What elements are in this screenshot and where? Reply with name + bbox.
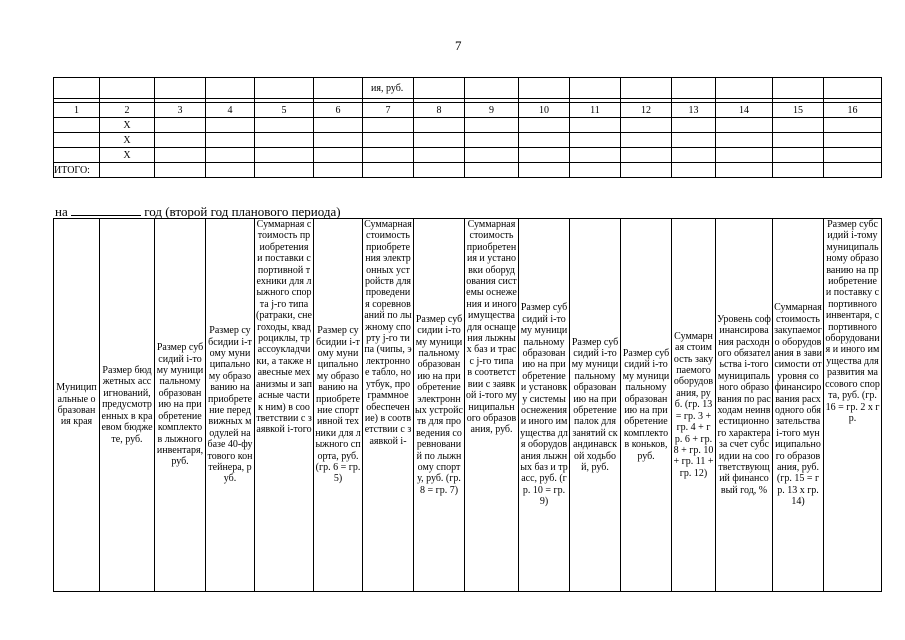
column-number: 9 xyxy=(465,103,519,118)
header-cell: Размер бюджетных ассигнований, предусмотренных в краевом бюджете, руб. xyxy=(100,219,155,592)
header-cell: Муниципальные образования края xyxy=(54,219,100,592)
row-label xyxy=(54,118,100,133)
row-label xyxy=(54,148,100,163)
column-number: 16 xyxy=(824,103,882,118)
year-blank xyxy=(71,204,141,216)
x-mark: Х xyxy=(100,133,155,148)
header-cell: Суммарная стоимость закупаемого оборудования в зависимости от уровня софинансирования расходного обязательства i-того муниципального образования, руб. (гр. 15 = гр. 13 х гр. 14) xyxy=(773,219,824,592)
heading-prefix: на xyxy=(55,204,68,219)
column-number: 3 xyxy=(155,103,206,118)
table-row xyxy=(54,118,882,133)
column-number: 11 xyxy=(570,103,621,118)
subsidy-table-header xyxy=(53,218,882,592)
header-cell: Размер субсидии i-тому муниципальному образованию на приобретение передвижных модулей на базе 40-футового контейнера, руб. xyxy=(206,219,255,592)
column-number-row xyxy=(54,103,882,118)
column-number: 6 xyxy=(314,103,363,118)
header-cell: Размер субсидии i-тому муниципальному образованию на приобретение электронных устройств для проведения соревнований по лыжному спорту, руб. (гр. 8 = гр. 7) xyxy=(414,219,465,592)
total-row xyxy=(54,163,882,178)
column-number: 8 xyxy=(414,103,465,118)
header-cell: Размер субсидий i-тому муниципальному образованию на приобретение палок для занятий скандинавской ходьбой, руб. xyxy=(570,219,621,592)
column-number: 10 xyxy=(519,103,570,118)
column-number: 15 xyxy=(773,103,824,118)
header-fragment: ия, руб. xyxy=(363,78,414,99)
column-number: 2 xyxy=(100,103,155,118)
header-cell: Размер субсидий i-тому муниципальному образованию на приобретение и поставку спортивного инвентаря, спортивного оборудования и иного имущества для развития массового спорта, руб. (гр. 16 = гр. 2 х гр. xyxy=(824,219,882,592)
column-number: 13 xyxy=(672,103,716,118)
header-cell: Суммарная стоимость приобретения и поставки спортивной техники для лыжного спорта j-го типа (ратраки, снегоходы, квадроциклы, трассоукладчики, а также навесные механизмы и запасные части к ним) в соответствии с заявкой i-того xyxy=(255,219,314,592)
column-number: 7 xyxy=(363,103,414,118)
row-label xyxy=(54,133,100,148)
table-row xyxy=(54,148,882,163)
heading-suffix: год (второй год планового периода) xyxy=(144,204,341,219)
header-cell: Суммарная стоимость приобретения электронных устройств для проведения соревнований по лыжному спорту j-го типа (чипы, электронное табло, ноутбук, программное обеспечение) в соответствии с заявкой i- xyxy=(363,219,414,592)
total-label: ИТОГО: xyxy=(54,163,100,178)
header-cell: Размер субсидий i-тому муниципальному образованию на приобретение комплектов коньков, руб. xyxy=(621,219,672,592)
column-number: 12 xyxy=(621,103,672,118)
header-cell: Размер субсидий i-тому муниципальному образованию на приобретение комплектов лыжного инвентаря, руб. xyxy=(155,219,206,592)
header-row xyxy=(54,219,882,592)
column-number: 4 xyxy=(206,103,255,118)
x-mark: Х xyxy=(100,118,155,133)
column-number: 5 xyxy=(255,103,314,118)
header-cell: Размер субсидии i-тому муниципальному образованию на приобретение спортивной техники для лыжного спорта, руб. (гр. 6 = гр. 5) xyxy=(314,219,363,592)
header-cell: Размер субсидий i-тому муниципальному образованию на приобретение и установку системы оснежения и иного имущества для оборудования лыжных баз и трасс, руб. (гр. 10 = гр. 9) xyxy=(519,219,570,592)
table-row xyxy=(54,78,882,99)
header-cell: Суммарная стоимость закупаемого оборудования, руб. (гр. 13 = гр. 3 + гр. 4 + гр. 6 + гр. 8 + гр. 10 + гр. 11 + гр. 12) xyxy=(672,219,716,592)
page-number: 7 xyxy=(455,38,462,53)
table-row xyxy=(54,133,882,148)
header-cell: Суммарная стоимость приобретения и установки оборудования системы оснежения и иного имущества для оснащения лыжных баз и трасс j-го типа в соответствии с заявкой i-того муниципального образования, руб. xyxy=(465,219,519,592)
column-number: 14 xyxy=(716,103,773,118)
header-cell: Уровень софинансирования расходного обязательства i-того муниципального образования по расходам неинвестиционного характера за счет субсидии на соответствующий финансовый год, % xyxy=(716,219,773,592)
x-mark: Х xyxy=(100,148,155,163)
column-number: 1 xyxy=(54,103,100,118)
continuation-table xyxy=(53,77,882,178)
